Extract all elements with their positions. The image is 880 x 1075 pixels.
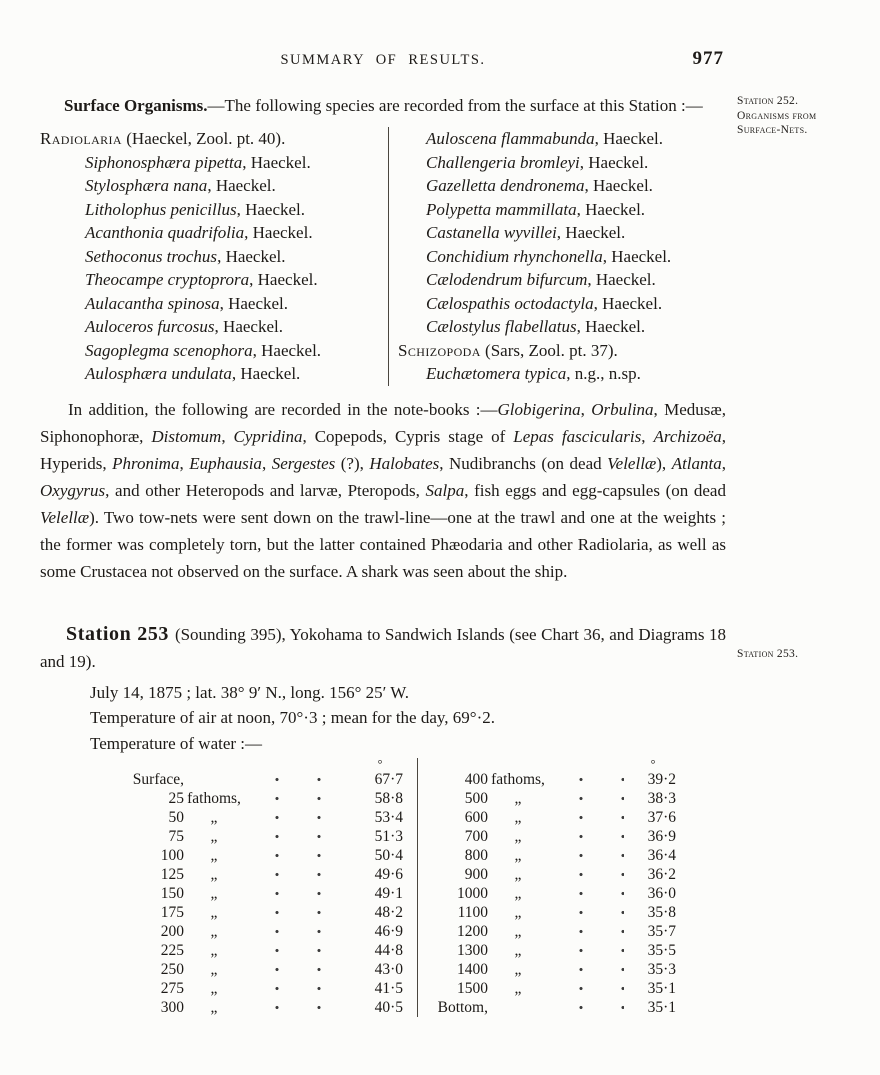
table-row (432, 808, 676, 827)
species-name: Aulacantha spinosa (85, 293, 220, 313)
species-column-left (40, 127, 388, 386)
leader-dots (250, 929, 351, 934)
leader-dots (554, 1005, 624, 1010)
temperature-value: 35·8 (647, 904, 676, 921)
table-row (128, 941, 403, 960)
table-row (128, 960, 403, 979)
table-row (432, 789, 676, 808)
table-row (432, 960, 676, 979)
table-row (432, 865, 676, 884)
species-name: Siphonosphæra pipetta (85, 152, 243, 172)
species-item (426, 151, 726, 175)
margin-note-line: Organisms from (737, 109, 817, 122)
depth-unit: „ (210, 847, 218, 864)
species-author: , Haeckel. (579, 152, 649, 172)
species-column-right (388, 127, 726, 386)
depth-label: 1000 (457, 885, 488, 902)
running-head (40, 48, 726, 69)
temperature-value: 35·5 (647, 942, 676, 959)
table-row (432, 846, 676, 865)
leader-dots (250, 891, 351, 896)
species-name: Sethoconus trochus (85, 246, 218, 266)
temperature-value: 39·2 (647, 771, 676, 788)
page-title: SUMMARY OF RESULTS. (280, 52, 486, 68)
table-row (128, 903, 403, 922)
depth-label: 900 (464, 866, 488, 883)
depth-label: 175 (160, 904, 184, 921)
depth-unit: fathoms, (187, 790, 241, 807)
temperature-value: 41·5 (374, 980, 403, 997)
species-item (426, 292, 726, 316)
depth-unit: „ (514, 961, 522, 978)
species-item (426, 315, 726, 339)
species-name: Auloscena flammabunda (426, 129, 595, 148)
species-item (85, 174, 388, 198)
margin-note-line: Station 252. (737, 95, 799, 107)
temperature-value: 37·6 (647, 809, 676, 826)
temperature-value: 35·1 (647, 980, 676, 997)
species-author: , Haeckel. (214, 317, 283, 336)
depth-unit: „ (210, 809, 218, 826)
species-author: , Haeckel. (207, 176, 276, 195)
leader-dots (250, 834, 351, 839)
temperature-value: 49·1 (374, 885, 403, 902)
species-author: , n.g., n.sp. (566, 364, 641, 383)
species-author: , Haeckel. (602, 246, 672, 266)
species-author: , Haeckel. (252, 340, 322, 360)
leader-dots (554, 834, 624, 839)
leader-dots (250, 796, 351, 801)
depth-unit: „ (210, 999, 218, 1016)
radiolaria-taxon: Radiolaria (40, 129, 122, 148)
depth-label: 200 (160, 923, 184, 940)
leader-dots (554, 948, 624, 953)
radiolaria-list-left (40, 151, 388, 386)
table-row (128, 998, 403, 1017)
species-item (85, 339, 388, 363)
table-right-half (418, 758, 676, 1017)
species-name: Litholophus penicillus (85, 199, 237, 219)
species-item (426, 268, 726, 292)
table-left-rows (128, 770, 403, 1017)
table-left-half (128, 758, 418, 1017)
depth-label: 1100 (457, 904, 488, 921)
leader-dots (554, 929, 624, 934)
depth-unit: „ (210, 885, 218, 902)
table-row (128, 865, 403, 884)
species-name: Cælospathis octodactyla (426, 293, 594, 313)
table-row (128, 770, 403, 789)
degree-symbol-row (432, 758, 676, 770)
depth-label: 50 (168, 809, 184, 826)
temperature-value: 53·4 (374, 809, 403, 826)
table-row (128, 922, 403, 941)
species-name: Stylosphæra nana (85, 176, 208, 195)
depth-label: 700 (464, 828, 488, 845)
depth-unit: „ (514, 828, 522, 845)
leader-dots (250, 967, 351, 972)
temperature-value: 35·1 (647, 999, 676, 1016)
air-temperature-line: Temperature of air at noon, 70°·3 ; mean for the day, 69°·2. (90, 708, 495, 727)
depth-unit: „ (210, 942, 218, 959)
species-author: , Haeckel. (242, 152, 311, 172)
margin-note-station-252 (737, 94, 861, 138)
depth-label: 300 (160, 999, 184, 1016)
intro-lead: Surface Organisms. (64, 96, 208, 115)
species-name: Polypetta mammillata (426, 199, 577, 219)
radiolaria-header-rest: (Haeckel, Zool. pt. 40). (122, 129, 286, 148)
species-name: Euchætomera typica (426, 364, 567, 383)
date-position-line: July 14, 1875 ; lat. 38° 9′ N., long. 156° 25′ W. (90, 682, 410, 702)
depth-unit: „ (514, 866, 522, 883)
species-author: , Haeckel. (584, 176, 653, 195)
species-item (426, 198, 726, 222)
schizopoda-header (398, 339, 726, 363)
species-author: , Haeckel. (249, 270, 318, 289)
leader-dots (250, 853, 351, 858)
leader-dots (554, 815, 624, 820)
depth-unit: „ (210, 923, 218, 940)
species-name: Cælodendrum bifurcum (426, 270, 588, 289)
species-item (426, 127, 726, 151)
depth-label: 400 (464, 771, 488, 788)
temperature-value: 36·9 (647, 828, 676, 845)
species-author: , Haeckel. (244, 223, 313, 242)
species-name: Sagoplegma scenophora (85, 340, 253, 360)
depth-unit: „ (210, 866, 218, 883)
temperature-value: 40·5 (374, 999, 403, 1016)
depth-label: Bottom, (437, 999, 488, 1016)
table-right-rows (432, 770, 676, 1017)
depth-label: 250 (160, 961, 184, 978)
species-author: , Haeckel. (231, 364, 301, 383)
species-name: Challengeria bromleyi (426, 152, 580, 172)
degree-symbol: ° (650, 757, 656, 771)
species-item (85, 292, 388, 316)
species-author: , Haeckel. (576, 317, 646, 336)
margin-note-line: Surface-Nets. (737, 124, 808, 136)
main-text-column (40, 0, 726, 1017)
depth-label: 225 (160, 942, 184, 959)
water-temperature-table (128, 758, 676, 1017)
temperature-value: 50·4 (374, 847, 403, 864)
species-author: , Haeckel. (219, 293, 289, 313)
species-author: , Haeckel. (593, 293, 663, 313)
depth-label: Surface, (132, 771, 184, 788)
depth-unit: „ (210, 828, 218, 845)
species-item (85, 268, 388, 292)
depth-unit: „ (514, 885, 522, 902)
temperature-value: 36·2 (647, 866, 676, 883)
intro-text: —The following species are recorded from the surface at this Station :— (207, 96, 703, 115)
radiolaria-header (40, 127, 388, 151)
temperature-value: 48·2 (374, 904, 403, 921)
depth-label: 500 (464, 790, 488, 807)
species-item (85, 362, 388, 386)
leader-dots (250, 910, 351, 915)
leader-dots (250, 986, 351, 991)
degree-symbol: ° (377, 757, 383, 771)
leader-dots (250, 1005, 351, 1010)
species-name: Aulosphæra undulata (85, 364, 232, 383)
table-row (432, 941, 676, 960)
species-name: Conchidium rhynchonella (426, 246, 603, 266)
leader-dots (554, 986, 624, 991)
species-item (426, 245, 726, 269)
leader-dots (250, 815, 351, 820)
station-253-heading (40, 621, 726, 675)
species-item (426, 221, 726, 245)
depth-unit: „ (514, 847, 522, 864)
table-row (128, 808, 403, 827)
species-lists (40, 127, 726, 386)
table-row (432, 884, 676, 903)
temperature-value: 35·3 (647, 961, 676, 978)
depth-unit: fathoms, (491, 771, 545, 788)
water-temperature-label: Temperature of water :— (90, 733, 263, 753)
temperature-value: 58·8 (374, 790, 403, 807)
leader-dots (554, 891, 624, 896)
species-author: , Haeckel. (594, 129, 664, 148)
schizopoda-header-rest: (Sars, Zool. pt. 37). (480, 340, 618, 360)
table-row (432, 770, 676, 789)
depth-label: 1400 (457, 961, 488, 978)
species-name: Gazelletta dendronema (426, 176, 585, 195)
temperature-value: 36·4 (647, 847, 676, 864)
depth-unit: „ (210, 980, 218, 997)
depth-unit: „ (514, 942, 522, 959)
leader-dots (554, 872, 624, 877)
leader-dots (554, 777, 624, 782)
temperature-value: 38·3 (647, 790, 676, 807)
depth-unit: „ (514, 923, 522, 940)
table-row (128, 827, 403, 846)
notebook-paragraph: In addition, the following are recorded in the note-books :—Globigerina, Orbulina, Medusæ, Siphonophoræ, Distomum, Cypridina, Copepods, Cypris stage of Lepas fascicularis, Archizoëa, Hyperids, Phronima, Euphausia, Sergestes (?), Halobates, Nudibranchs (on dead Velellæ), Atlanta, Oxygyrus, and other Heteropods and larvæ, Pteropods, Salpa, fish eggs and egg-capsules (on dead Velellæ). Two tow-nets were sent down on the trawl-line—one at the trawl and one at the weights ; the former was completely torn, but the latter contained Phæodaria and other Radiolaria, as well as some Crustacea not observed on the surface. A shark was seen about the ship. (40, 399, 727, 581)
species-item (85, 315, 388, 339)
depth-label: 1500 (457, 980, 488, 997)
table-row (432, 998, 676, 1017)
schizopoda-taxon: Schizopoda (398, 340, 481, 360)
depth-label: 800 (464, 847, 488, 864)
species-author: , Haeckel. (556, 223, 626, 242)
species-item (85, 198, 388, 222)
temperature-value: 49·6 (374, 866, 403, 883)
depth-label: 100 (160, 847, 184, 864)
degree-symbol-row (128, 758, 403, 770)
leader-dots (250, 872, 351, 877)
species-author: , Haeckel. (236, 199, 306, 219)
schizopoda-list (398, 362, 726, 386)
table-row (432, 922, 676, 941)
depth-unit: „ (514, 809, 522, 826)
temperature-value: 43·0 (374, 961, 403, 978)
depth-label: 275 (160, 980, 184, 997)
table-row (432, 827, 676, 846)
species-author: , Haeckel. (576, 199, 646, 219)
temperature-value: 36·0 (647, 885, 676, 902)
table-row (128, 846, 403, 865)
species-name: Auloceros furcosus (85, 317, 215, 336)
depth-unit: „ (514, 980, 522, 997)
temperature-value: 51·3 (374, 828, 403, 845)
page-number: 977 (692, 48, 724, 69)
temperature-value: 44·8 (374, 942, 403, 959)
depth-label: 125 (160, 866, 184, 883)
depth-label: 1200 (457, 923, 488, 940)
species-author: , Haeckel. (587, 270, 656, 289)
table-row (128, 979, 403, 998)
table-row (128, 884, 403, 903)
species-item (85, 245, 388, 269)
depth-unit: „ (514, 904, 522, 921)
radiolaria-list-right (398, 127, 726, 339)
temperature-value: 46·9 (374, 923, 403, 940)
leader-dots (250, 777, 351, 782)
station-253-details (90, 680, 726, 757)
temperature-value: 67·7 (374, 771, 403, 788)
table-row (432, 979, 676, 998)
station-253-heading-text: Station 253 (Sounding 395), Yokohama to Sandwich Islands (see Chart 36, and Diagrams 18 and 19). (40, 622, 726, 671)
leader-dots (554, 910, 624, 915)
intro-paragraph (40, 93, 726, 119)
leader-dots (554, 796, 624, 801)
species-item (85, 221, 388, 245)
depth-unit: „ (514, 790, 522, 807)
depth-unit: „ (210, 961, 218, 978)
depth-unit: „ (210, 904, 218, 921)
table-row (128, 789, 403, 808)
species-name: Cælostylus flabellatus (426, 317, 577, 336)
leader-dots (554, 967, 624, 972)
species-name: Acanthonia quadrifolia (85, 223, 245, 242)
margin-note-station-253 (737, 647, 861, 662)
table-row (432, 903, 676, 922)
species-name: Castanella wyvillei (426, 223, 557, 242)
species-item (426, 362, 726, 386)
leader-dots (554, 853, 624, 858)
species-name: Theocampe cryptoprora (85, 270, 250, 289)
species-item (426, 174, 726, 198)
depth-label: 150 (160, 885, 184, 902)
temperature-value: 35·7 (647, 923, 676, 940)
depth-label: 75 (168, 828, 184, 845)
depth-label: 600 (464, 809, 488, 826)
leader-dots (250, 948, 351, 953)
depth-label: 25 (168, 790, 184, 807)
margin-note-line: Station 253. (737, 648, 799, 660)
species-item (85, 151, 388, 175)
depth-label: 1300 (457, 942, 488, 959)
species-author: , Haeckel. (217, 246, 286, 266)
